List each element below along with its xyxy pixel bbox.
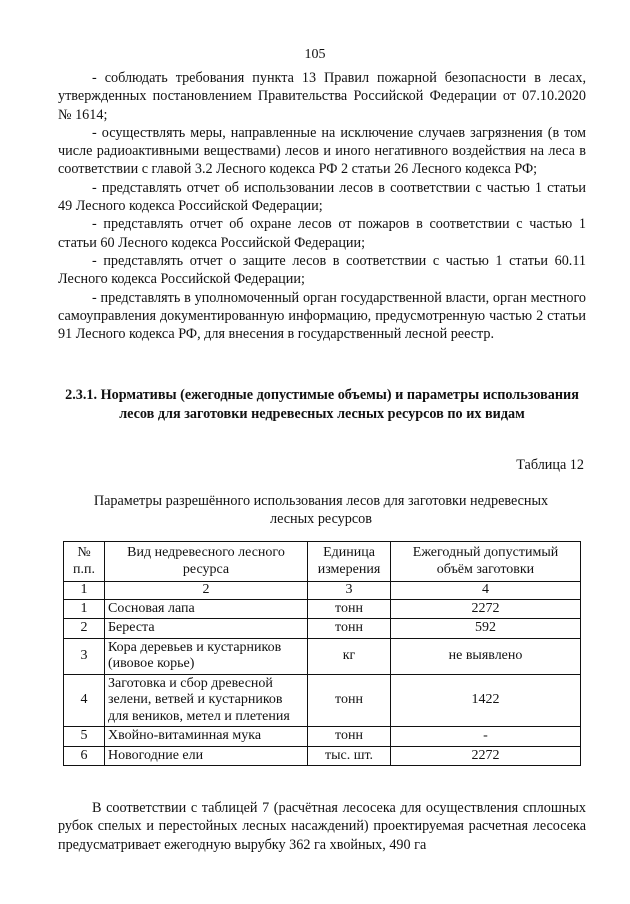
table-label: Таблица 12 xyxy=(516,457,584,473)
resource-name: Новогодние ели xyxy=(105,746,308,766)
obligation-item: - представлять отчет об охране лесов от пожаров в соответствии с частью 1 статьи 60 Лесного кодекса Российской Федерации; xyxy=(58,216,586,251)
table-header-row xyxy=(64,542,581,582)
row-number: 4 xyxy=(64,674,105,727)
table-row xyxy=(64,746,581,766)
obligation-item: - представлять отчет об использовании лесов в соответствии с частью 1 статьи 49 Лесного кодекса Российской Федерации; xyxy=(58,179,586,215)
body-paragraph-text: В соответствии с таблицей 7 (расчётная лесосека для осуществления сплошных рубок спелых и перестойных лесных насаждений) проектируемая расчетная лесосека предусматривает ежегодную вырубку 362 га хвойных, 490 га xyxy=(58,800,586,853)
column-index: 1 xyxy=(64,582,105,600)
table-row xyxy=(64,727,581,747)
obligation-item: - представлять в уполномоченный орган государственной власти, орган местного самоуправления документированную информацию, предусмотренную частью 2 статьи 91 Лесного кодекса РФ, для внесения в государственный лесной реестр. xyxy=(58,289,586,343)
header-annual-volume: Ежегодный допустимый объём заготовки xyxy=(391,542,581,582)
table-row xyxy=(64,619,581,639)
row-number: 3 xyxy=(64,638,105,674)
row-number: 1 xyxy=(64,599,105,619)
table-row xyxy=(64,674,581,727)
resource-name: Заготовка и сбор древесной зелени, ветвей и кустарников для веников, метел и плетения xyxy=(105,674,308,727)
obligation-item: - соблюдать требования пункта 13 Правил пожарной безопасности в лесах, утвержденных постановлением Правительства Российской Федерации от 07.10.2020 № 1614; xyxy=(58,70,586,123)
resource-name: Сосновая лапа xyxy=(105,599,308,619)
obligation-item: - представлять отчет о защите лесов в соответствии с частью 1 статьи 60.11 Лесного кодекса Российской Федерации; xyxy=(58,252,586,288)
unit: тонн xyxy=(308,727,391,747)
annual-volume: не выявлено xyxy=(391,638,581,674)
row-number: 6 xyxy=(64,746,105,766)
column-index-row xyxy=(64,582,581,600)
annual-volume: - xyxy=(391,727,581,747)
resource-name: Береста xyxy=(105,619,308,639)
obligations-list xyxy=(58,69,586,343)
row-number: 5 xyxy=(64,727,105,747)
page-number: 105 xyxy=(304,47,326,62)
table-row xyxy=(64,638,581,674)
unit: тонн xyxy=(308,599,391,619)
body-paragraph xyxy=(58,799,586,854)
unit: кг xyxy=(308,638,391,674)
unit: тыс. шт. xyxy=(308,746,391,766)
column-index: 3 xyxy=(308,582,391,600)
section-heading: 2.3.1. Нормативы (ежегодные допустимые объемы) и параметры использования лесов для заготовки недревесных лесных ресурсов по их видам xyxy=(65,387,579,422)
header-unit: Единица измерения xyxy=(308,542,391,582)
table-caption: Параметры разрешённого использования лесов для заготовки недревесных лесных ресурсов xyxy=(93,493,549,527)
annual-volume: 2272 xyxy=(391,599,581,619)
header-resource-type: Вид недревесного лесного ресурса xyxy=(105,542,308,582)
header-number: № п.п. xyxy=(64,542,105,582)
unit: тонн xyxy=(308,674,391,727)
table-row xyxy=(64,599,581,619)
column-index: 4 xyxy=(391,582,581,600)
resources-table xyxy=(63,541,581,766)
annual-volume: 2272 xyxy=(391,746,581,766)
obligation-item: - осуществлять меры, направленные на исключение случаев загрязнения (в том числе радиоактивными веществами) лесов и иного негативного воздействия на леса в соответствии с главой 3.2 Лесного кодекса РФ 2 статьи 26 Лесного кодекса РФ; xyxy=(58,124,586,178)
annual-volume: 1422 xyxy=(391,674,581,727)
resource-name: Кора деревьев и кустарников (ивовое корье) xyxy=(105,638,308,674)
column-index: 2 xyxy=(105,582,308,600)
annual-volume: 592 xyxy=(391,619,581,639)
resource-name: Хвойно-витаминная мука xyxy=(105,727,308,747)
row-number: 2 xyxy=(64,619,105,639)
unit: тонн xyxy=(308,619,391,639)
